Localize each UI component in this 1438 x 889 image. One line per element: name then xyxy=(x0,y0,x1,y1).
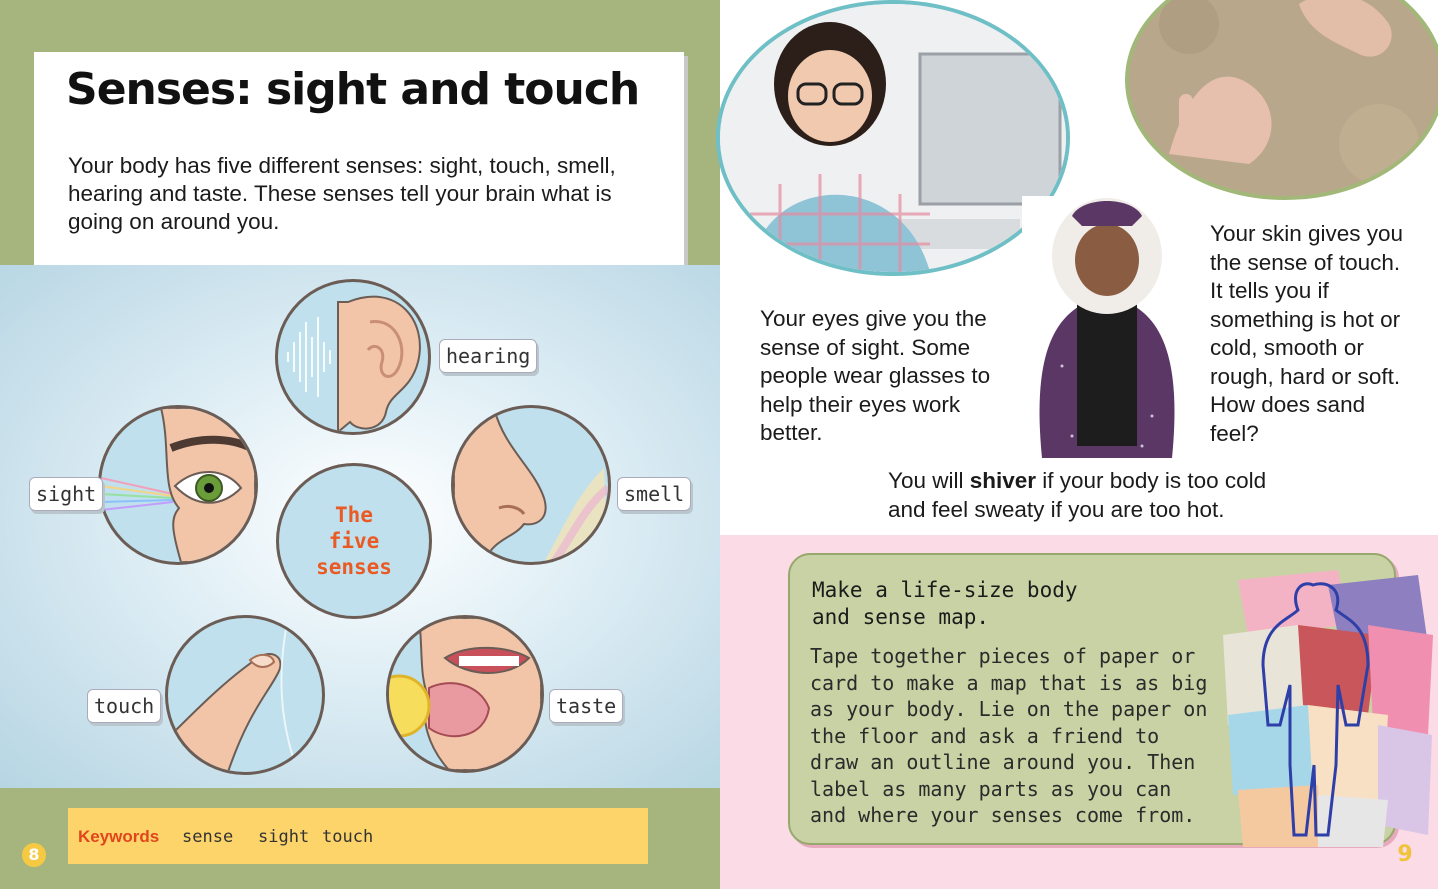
shiver-keyword: shiver xyxy=(969,468,1037,493)
sight-text: Your eyes give you the sense of sight. Some people wear glasses to help their eyes work better. xyxy=(760,306,991,445)
child-in-winter-coat-photo xyxy=(1022,196,1192,458)
activity-title: Make a life-size body and sense map. xyxy=(812,578,1078,629)
body-collage-illustration xyxy=(1218,565,1436,850)
page-number-left: 8 xyxy=(22,843,46,867)
touch-text: Your skin gives you the sense of touch. It tells you if something is hot or cold, smooth or rough, hard or soft. How does sand feel? xyxy=(1210,221,1404,446)
keywords-bar xyxy=(68,808,648,864)
shiver-text: You will shiver if your body is too cold and feel sweaty if you are too hot. xyxy=(888,468,1267,522)
center-label: The five senses xyxy=(316,503,392,579)
page-number-right: 9 xyxy=(1397,842,1413,867)
eye-illustration xyxy=(98,405,258,565)
ear-illustration xyxy=(275,279,431,435)
label-touch: touch xyxy=(87,689,161,723)
keyword-sense: sense xyxy=(182,827,234,847)
nose-illustration xyxy=(451,405,611,565)
intro-text: Your body has five different senses: sight, touch, smell, hearing and taste. These senses tell your brain what is going on around you. xyxy=(68,153,616,234)
keyword-sight: sight xyxy=(258,827,310,847)
five-senses-center xyxy=(276,463,432,619)
label-taste: taste xyxy=(549,689,623,723)
label-smell: smell xyxy=(617,477,691,511)
label-sight: sight xyxy=(29,477,103,511)
finger-illustration xyxy=(165,615,325,775)
title-card xyxy=(34,52,684,266)
activity-body: Tape together pieces of paper or card to make a map that is as big as your body. Lie on the paper on the floor and ask a friend to draw an outline around you. Then label as many parts as you can and where your senses come from. xyxy=(810,644,1208,827)
girl-with-glasses-photo xyxy=(716,0,1070,276)
label-hearing: hearing xyxy=(439,339,537,373)
five-senses-diagram xyxy=(0,265,720,788)
keyword-touch: touch xyxy=(322,827,374,847)
mouth-illustration xyxy=(386,615,544,773)
keywords-label: Keywords xyxy=(78,827,160,846)
page-title: Senses: sight and touch xyxy=(66,64,640,115)
